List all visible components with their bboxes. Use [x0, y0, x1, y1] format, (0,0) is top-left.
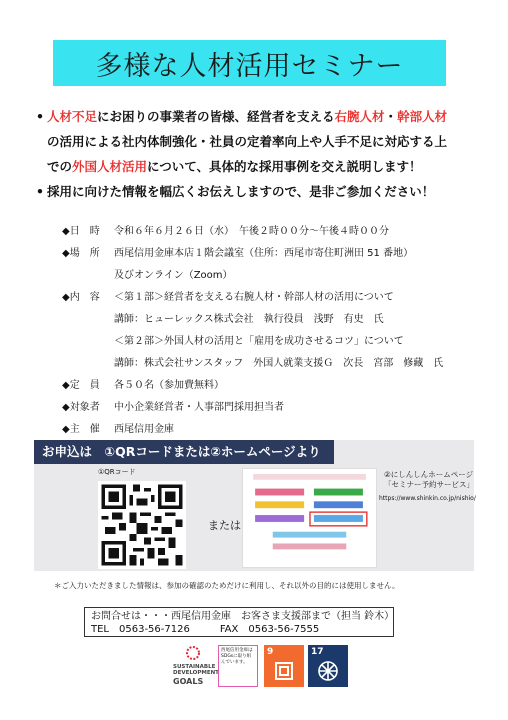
sdgs-commitment-box: 西尾信用金庫は SDGsに取り組んでいます。	[218, 645, 258, 687]
or-text: または	[208, 519, 241, 532]
detail-target: ◆対象者 中小企業経営者・人事部門採用担当者	[62, 402, 284, 413]
detail-content: ◆内 容 ＜第１部＞経営者を支える右腕人材・幹部人材の活用について	[62, 292, 394, 303]
sdg-goal-9-icon: 9	[264, 645, 304, 687]
detail-content-lecturer-1: 講師：ヒューレックス株式会社 執行役員 浅野 有史 氏	[114, 314, 384, 325]
qr-label: ①QRコード	[98, 468, 136, 476]
intro-line-4: • 採用に向けた情報を幅広くお伝えしますので、是非ご参加ください！	[36, 184, 435, 199]
sdg-goal-17-icon: 17	[308, 645, 348, 687]
homepage-label: ②にしんしんホームページ 「セミナー予約サービス」	[384, 470, 474, 489]
contact-line-1: お問合せは・・・西尾信用金庫 お客さま支援部まで（担当 鈴木）	[91, 611, 395, 622]
sdgs-wheel-icon	[173, 645, 213, 661]
contact-box	[84, 607, 394, 637]
event-details	[62, 221, 492, 441]
qr-code-icon[interactable]	[98, 481, 186, 569]
contact-phone-fax: TEL 0563-56-7126 FAX 0563-56-7555	[91, 624, 320, 635]
intro-text	[36, 104, 486, 204]
seminar-title: 多様な人材活用セミナー	[53, 40, 446, 86]
intro-line-3: での外国人材活用について、具体的な採用事例を交え説明します！	[47, 159, 422, 174]
intro-line-1: • 人材不足にお困りの事業者の皆様、経営者を支える右腕人材・幹部人材	[36, 109, 448, 124]
detail-date: ◆日 時 令和６年６月２６日（水） 午後２時００分～午後４時００分	[62, 226, 389, 237]
detail-place: ◆場 所 西尾信用金庫本店１階会議室（住所：西尾市寄住町洲田 51 番地）	[62, 248, 414, 259]
application-heading: お申込は ①QRコードまたは②ホームページより	[34, 440, 334, 464]
detail-capacity: ◆定 員 各５０名（参加費無料）	[62, 380, 224, 391]
homepage-screenshot-icon[interactable]	[242, 468, 377, 568]
privacy-note: ＊ご入力いただきました情報は、参加の確認のためだけに利用し、それ以外の目的には使用しません。	[54, 581, 400, 590]
homepage-url-link[interactable]: https://www.shinkin.co.jp/nishio/	[379, 495, 476, 502]
sdgs-logo: SUSTAINABLE DEVELOPMENT GOALS	[173, 645, 213, 687]
detail-place-online: 及びオンライン（Zoom）	[114, 270, 233, 281]
intro-line-2: の活用による社内体制強化・社員の定着率向上や人手不足に対応する上	[47, 134, 448, 149]
detail-host: ◆主 催 西尾信用金庫	[62, 424, 174, 435]
detail-content-lecturer-2: 講師：株式会社サンスタッフ 外国人就業支援Ｇ 次長 宮部 修藏 氏	[114, 358, 444, 369]
application-section	[34, 440, 474, 571]
detail-content-part-2: ＜第２部＞外国人材の活用と「雇用を成功させるコツ」について	[114, 336, 404, 347]
